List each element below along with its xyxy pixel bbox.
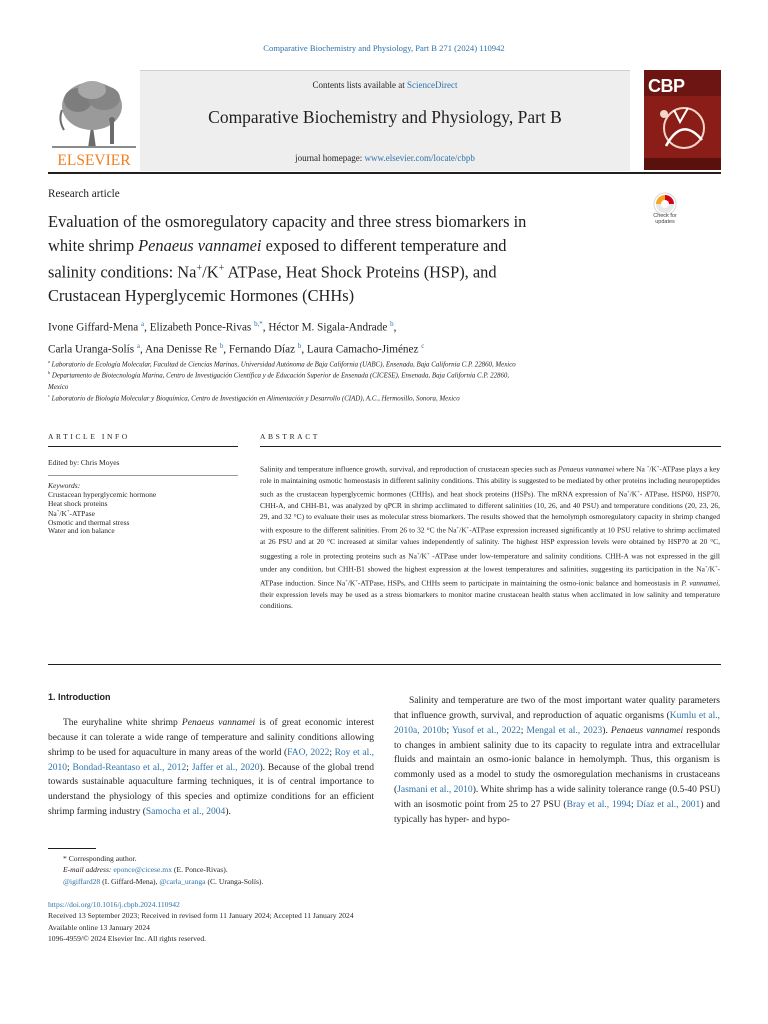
elsevier-tree-icon bbox=[48, 70, 140, 170]
affiliation-a: $^a$ Laboratorio de Ecología Molecular, Facultad de Ciencias Marinas, Universidad Autónoma de Baja California (UABC), Ensenada, Baja California C.P. 22860, Mexico bbox=[48, 359, 516, 369]
cover-title: CBP bbox=[648, 76, 685, 96]
social-handles: @igiffard28 (I. Giffard-Mena), @carla_uranga (C. Uranga-Solís). bbox=[63, 876, 264, 886]
footnotes bbox=[48, 853, 648, 887]
received-dates: Received 13 September 2023; Received in revised form 11 January 2024; Accepted 11 January 2024 bbox=[48, 911, 354, 921]
author[interactable]: Fernando Díaz bbox=[228, 343, 296, 356]
reference-link[interactable]: Bray et al., 1994 bbox=[566, 799, 631, 810]
article-type: Research article bbox=[48, 188, 120, 200]
affiliation-c: $^c$ Laboratorio de Biología Molecular y Bioquímica, Centro de Investigación en Alimentación y Desarrollo (CIAD), A.C., Hermosillo, Sonora, Mexico bbox=[48, 393, 460, 403]
article-title: Evaluation of the osmoregulatory capacity and three stress biomarkers in white shrimp Penaeus vannamei exposed to different temperature and salinity conditions: Na+/K+ ATPase, Heat Shock Proteins (HSP), and Crustacean Hyperglycemic Hormones (CHHs) bbox=[48, 212, 527, 305]
publication-info bbox=[48, 899, 648, 945]
abstract-body: Salinity and temperature influence growth, survival, and reproduction of crustacean species such as Penaeus vannamei where Na +/K+-ATPase plays a key role in maintaining osmotic homeostasis in different salinity conditions. This ability is suggested to be mediated by other proteins including neuropeptides such as the crustacean hyperglycemic hormones (CHHs), and heat shock proteins (HSPs). The mRNA expression of Na+/K+- ATPase, HSP60, HSP70, CHH-A, and CHH-B1, was analyzed by qPCR in shrimp acclimated to different salinities (10, 26, and 40 PSU) and temperature conditions (20, 23, 26, 29, and 32 °C) to evaluate their uses as molecular stress biomarkers. The results showed that the hemolymph osmoregulatory capacity in shrimp changed with exposure to the different salinities. From 26 to 32 °C the Na+/K+-ATPase expression increased significantly at 10 PSU relative to shrimp acclimated at 26 PSU and at 20 °C increased at similar values independently of salinity. The highest HSP expression levels were obtained by HSP70 at 20 °C, suggesting a role in protecting proteins such as Na+/K+ -ATPase under low-temperature and salinity conditions. CHH-A was not expressed in the gill under any condition, but CHH-B1 showed the highest expression at the lowest temperatures and salinities, suggesting its participation in the Na+/K+-ATPase induction. Since Na+/K+-ATPase, HSPs, and CHHs seem to participate in maintaining the osmo-ionic balance and homeostasis in P. vannamei, their expression levels may be used as a stress biomarkers to monitor marine crustacean health status when acclimated in low salinity and temperature conditions. bbox=[260, 464, 721, 611]
reference-link[interactable]: FAO, 2022 bbox=[287, 747, 330, 758]
reference-link[interactable]: Kumlu et al., 2010a, 2010b bbox=[394, 710, 721, 736]
email-link[interactable]: eponce@cicese.mx bbox=[113, 865, 172, 875]
keyword: Na+/K+-ATPase bbox=[48, 508, 95, 518]
check-updates-label: Check for updates bbox=[653, 213, 677, 225]
journal-cover-thumbnail[interactable] bbox=[644, 70, 721, 170]
abstract-heading: ABSTRACT bbox=[260, 432, 320, 441]
keywords: Keywords: Crustacean hyperglycemic hormone Heat shock proteins Na+/K+-ATPase Osmotic and thermal stress Water and ion balance bbox=[48, 481, 157, 536]
author[interactable]: Ivone Giffard-Mena bbox=[48, 321, 139, 334]
keyword: Crustacean hyperglycemic hormone bbox=[48, 489, 157, 499]
article-info-rule bbox=[48, 446, 238, 447]
keyword: Water and ion balance bbox=[48, 526, 115, 536]
citation-header[interactable]: Comparative Biochemistry and Physiology, Part B 271 (2024) 110942 bbox=[263, 43, 505, 53]
affiliation-b: $^b$ Departamento de Biotecnología Marina, Centro de Investigación Científica y de Educación Superior de Ensenada (CICESE), Ensenada, Baja California C.P. 22860, Mexico bbox=[48, 370, 510, 391]
social-handle-link[interactable]: @carla_uranga bbox=[159, 876, 206, 886]
reference-link[interactable]: Mengal et al., 2023 bbox=[526, 725, 603, 736]
email-note: E-mail address: eponce@cicese.mx (E. Ponce-Rivas). bbox=[63, 865, 228, 875]
reference-link[interactable]: Samocha et al., 2004 bbox=[145, 807, 226, 818]
sciencedirect-link[interactable]: ScienceDirect bbox=[407, 80, 458, 90]
section-heading-introduction: 1. Introduction bbox=[48, 692, 111, 702]
reference-link[interactable]: Yusof et al., 2022 bbox=[451, 725, 521, 736]
homepage-link[interactable]: www.elsevier.com/locate/cbpb bbox=[364, 153, 475, 163]
author[interactable]: Ana Denisse Re bbox=[144, 343, 218, 356]
cover-artwork-icon bbox=[644, 96, 721, 170]
reference-link[interactable]: Roy et al., 2010 bbox=[48, 747, 374, 773]
author[interactable]: Laura Camacho-Jiménez bbox=[306, 343, 419, 356]
keyword: Osmotic and thermal stress bbox=[48, 517, 130, 527]
journal-header bbox=[48, 70, 721, 170]
elsevier-logo[interactable] bbox=[48, 70, 140, 170]
reference-link[interactable]: Jaffer et al., 2020 bbox=[191, 762, 260, 773]
abstract-rule bbox=[260, 446, 721, 447]
author-list: Ivone Giffard-Mena $^a$, Elizabeth Ponce-Rivas $^{b,*}$, Héctor M. Sigala-Andrade $^b$, Carla Uranga-Solís $^a$, Ana Denisse Re $^b$, Fernando Díaz $^b$, Laura Camacho-Jiménez $^c$ bbox=[48, 320, 425, 356]
edited-by: Edited by: Chris Moyes bbox=[48, 458, 120, 467]
online-date: Available online 13 January 2024 bbox=[48, 922, 150, 932]
article-info-heading: ARTICLE INFO bbox=[48, 432, 130, 441]
header-rule bbox=[48, 172, 721, 174]
reference-link[interactable]: Díaz et al., 2001 bbox=[636, 799, 701, 810]
author[interactable]: Elizabeth Ponce-Rivas bbox=[149, 321, 252, 334]
intro-paragraph-1: The euryhaline white shrimp Penaeus vannamei is of great economic interest because it can tolerate a wide range of temperature and salinity conditions allowing shrimp to be used for aquaculture in many areas of the world (FAO, 2022; Roy et al., 2010; Bondad-Reantaso et al., 2012; Jaffer et al., 2020). Because of the global trend towards sustainable aquaculture farming techniques, it is of central importance to understand the physiology of this species and optimize conditions for an efficient shrimp farming industry (Samocha et al., 2004). bbox=[48, 718, 375, 818]
reference-link[interactable]: Bondad-Reantaso et al., 2012 bbox=[72, 762, 187, 773]
copyright: 1096-4959/© 2024 Elsevier Inc. All rights reserved. bbox=[48, 934, 207, 944]
footnote-rule bbox=[48, 848, 96, 849]
contents-line: Contents lists available at ScienceDirect bbox=[312, 80, 458, 90]
social-handle-link[interactable]: @igiffard28 bbox=[63, 876, 101, 886]
abstract-bottom-rule bbox=[48, 664, 721, 665]
journal-homepage: journal homepage: www.elsevier.com/locate/cbpb bbox=[295, 153, 475, 163]
intro-paragraph-2: Salinity and temperature are two of the most important water quality parameters that influence growth, survival, and reproduction of aquatic organisms (Kumlu et al., 2010a, 2010b; Yusof et al., 2022; Mengal et al., 2023). Penaeus vannamei responds to changes in ambient salinity due to its capacity to regulate intra and extracellular fluids and maintain an osmo-ionic balance in hemolymph. Thus, this organism is commonly used as a model to study the osmoregulation mechanisms in crustaceans (Jasmani et al., 2010). White shrimp has a wide salinity tolerance range (0.5-40 PSU) with an isosmotic point from 25 to 27 PSU (Bray et al., 1994; Díaz et al., 2001) and typically has hyper- and hypo- bbox=[394, 696, 721, 825]
corresponding-author-note: * Corresponding author. bbox=[63, 854, 137, 863]
elsevier-wordmark: ELSEVIER bbox=[57, 152, 131, 169]
journal-title: Comparative Biochemistry and Physiology, Part B bbox=[208, 107, 562, 127]
keyword: Heat shock proteins bbox=[48, 498, 108, 508]
author[interactable]: Carla Uranga-Solís bbox=[48, 343, 135, 356]
doi-link[interactable]: https://doi.org/10.1016/j.cbpb.2024.110942 bbox=[48, 900, 180, 909]
keywords-rule bbox=[48, 475, 238, 476]
journal-masthead bbox=[140, 70, 630, 171]
author[interactable]: Héctor M. Sigala-Andrade bbox=[268, 321, 388, 334]
reference-link[interactable]: Jasmani et al., 2010 bbox=[397, 785, 473, 796]
